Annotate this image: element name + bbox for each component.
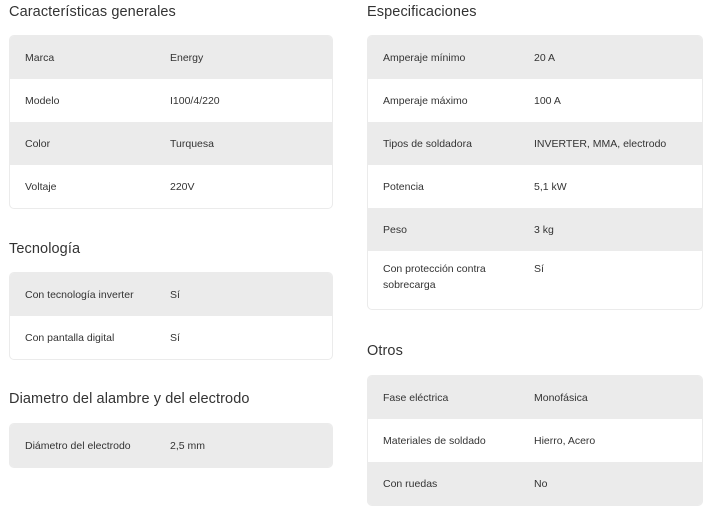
row-value: Monofásica	[534, 391, 588, 404]
row-value: 220V	[170, 180, 195, 193]
row-label: Voltaje	[25, 180, 57, 193]
table-row	[368, 36, 702, 79]
row-label: Peso	[383, 223, 407, 236]
row-label: Amperaje mínimo	[383, 51, 466, 64]
row-label: Potencia	[383, 180, 424, 193]
row-value: 5,1 kW	[534, 180, 567, 193]
table-others	[367, 375, 703, 506]
row-value: Sí	[534, 263, 544, 275]
section-title-general: Características generales	[9, 4, 176, 20]
section-title-diameter: Diametro del alambre y del electrodo	[9, 391, 250, 407]
row-label: Modelo	[25, 94, 60, 107]
row-label: Color	[25, 137, 51, 150]
row-value: Turquesa	[170, 137, 214, 150]
section-title-specs: Especificaciones	[367, 4, 477, 20]
row-value: 20 A	[534, 51, 556, 64]
table-row	[10, 122, 332, 165]
table-row	[368, 251, 702, 309]
table-general	[9, 35, 333, 209]
row-value: No	[534, 477, 548, 490]
row-value: Sí	[170, 288, 180, 301]
table-row	[368, 208, 702, 251]
table-row	[10, 273, 332, 316]
row-value: INVERTER, MMA, electrodo	[534, 137, 667, 150]
row-label: Con protección contra sobrecarga	[383, 263, 486, 291]
table-row	[10, 165, 332, 208]
table-row	[10, 36, 332, 79]
section-title-others: Otros	[367, 343, 403, 359]
row-label: Con ruedas	[383, 477, 438, 490]
table-row	[368, 79, 702, 122]
table-row	[368, 122, 702, 165]
table-diameter	[9, 423, 333, 468]
row-value: I100/4/220	[170, 94, 220, 107]
row-value: 2,5 mm	[170, 439, 206, 452]
row-label: Con tecnología inverter	[25, 288, 134, 301]
table-technology	[9, 272, 333, 360]
row-label: Diámetro del electrodo	[25, 439, 131, 452]
row-value: Sí	[170, 331, 180, 344]
table-row	[10, 316, 332, 359]
table-row	[368, 462, 702, 505]
table-row	[10, 424, 332, 467]
row-label: Con pantalla digital	[25, 331, 115, 344]
row-label: Amperaje máximo	[383, 94, 468, 107]
row-value: Energy	[170, 51, 204, 64]
row-value: Hierro, Acero	[534, 434, 596, 447]
row-label: Fase eléctrica	[383, 391, 449, 404]
section-title-technology: Tecnología	[9, 241, 81, 257]
row-value: 100 A	[534, 94, 561, 107]
table-row	[368, 165, 702, 208]
row-value: 3 kg	[534, 223, 554, 236]
table-row	[368, 376, 702, 419]
row-label: Tipos de soldadora	[383, 137, 472, 150]
row-label: Materiales de soldado	[383, 434, 486, 447]
table-specs	[367, 35, 703, 310]
table-row	[368, 419, 702, 462]
row-label: Marca	[25, 51, 55, 64]
table-row	[10, 79, 332, 122]
